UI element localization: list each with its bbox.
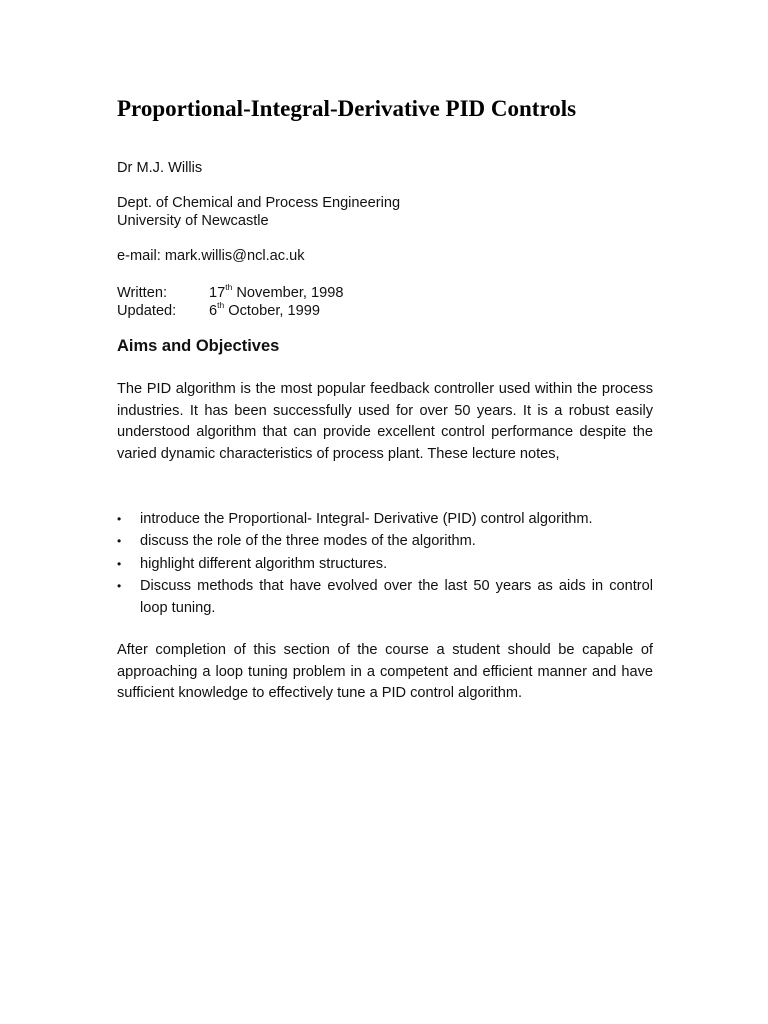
bullet-icon: • bbox=[117, 579, 122, 594]
university-name: University of Newcastle bbox=[117, 213, 269, 229]
list-item-text: Discuss methods that have evolved over the last 50 years as aids in control loop tuning. bbox=[140, 578, 653, 616]
objectives-list bbox=[117, 509, 653, 620]
written-day-suffix: th bbox=[225, 282, 233, 293]
updated-day-suffix: th bbox=[217, 300, 225, 311]
section-heading: Aims and Objectives bbox=[117, 337, 280, 355]
author-name: Dr M.J. Willis bbox=[117, 160, 203, 176]
department-name: Dept. of Chemical and Process Engineering bbox=[117, 195, 401, 211]
list-item bbox=[117, 531, 653, 553]
list-item-text: highlight different algorithm structures. bbox=[140, 555, 388, 572]
bullet-icon: • bbox=[117, 556, 122, 571]
bullet-icon: • bbox=[117, 512, 122, 526]
closing-paragraph: After completion of this section of the course a student should be capable of approaching a loop tuning problem in a competent and efficient manner and have sufficient knowledge to effectively tune a PID control algorithm. bbox=[117, 642, 653, 702]
list-item-text: discuss the role of the three modes of the algorithm. bbox=[140, 533, 476, 550]
list-item-text: introduce the Proportional- Integral- Derivative (PID) control algorithm. bbox=[140, 511, 593, 527]
document-title: Proportional-Integral-Derivative PID Controls bbox=[117, 96, 577, 121]
intro-paragraph: The PID algorithm is the most popular feedback controller used within the process industries. It has been successfully used for over 50 years. It is a robust easily understood algorithm that can provide excellent control performance despite the varied dynamic characteristics of process plant. These lecture notes, bbox=[117, 381, 653, 462]
bullet-icon: • bbox=[117, 534, 122, 549]
written-date-row bbox=[117, 284, 343, 302]
list-item bbox=[117, 509, 653, 531]
written-day: 17 bbox=[209, 285, 226, 301]
list-item bbox=[117, 554, 653, 576]
updated-month-year: October, 1999 bbox=[224, 303, 320, 319]
updated-label: Updated: bbox=[117, 303, 177, 319]
written-month-year: November, 1998 bbox=[232, 285, 344, 301]
email-line: e-mail: mark.willis@ncl.ac.uk bbox=[117, 248, 305, 264]
updated-date-row bbox=[117, 302, 320, 320]
list-item bbox=[117, 576, 653, 619]
written-label: Written: bbox=[117, 285, 168, 301]
updated-day: 6 bbox=[209, 303, 218, 319]
